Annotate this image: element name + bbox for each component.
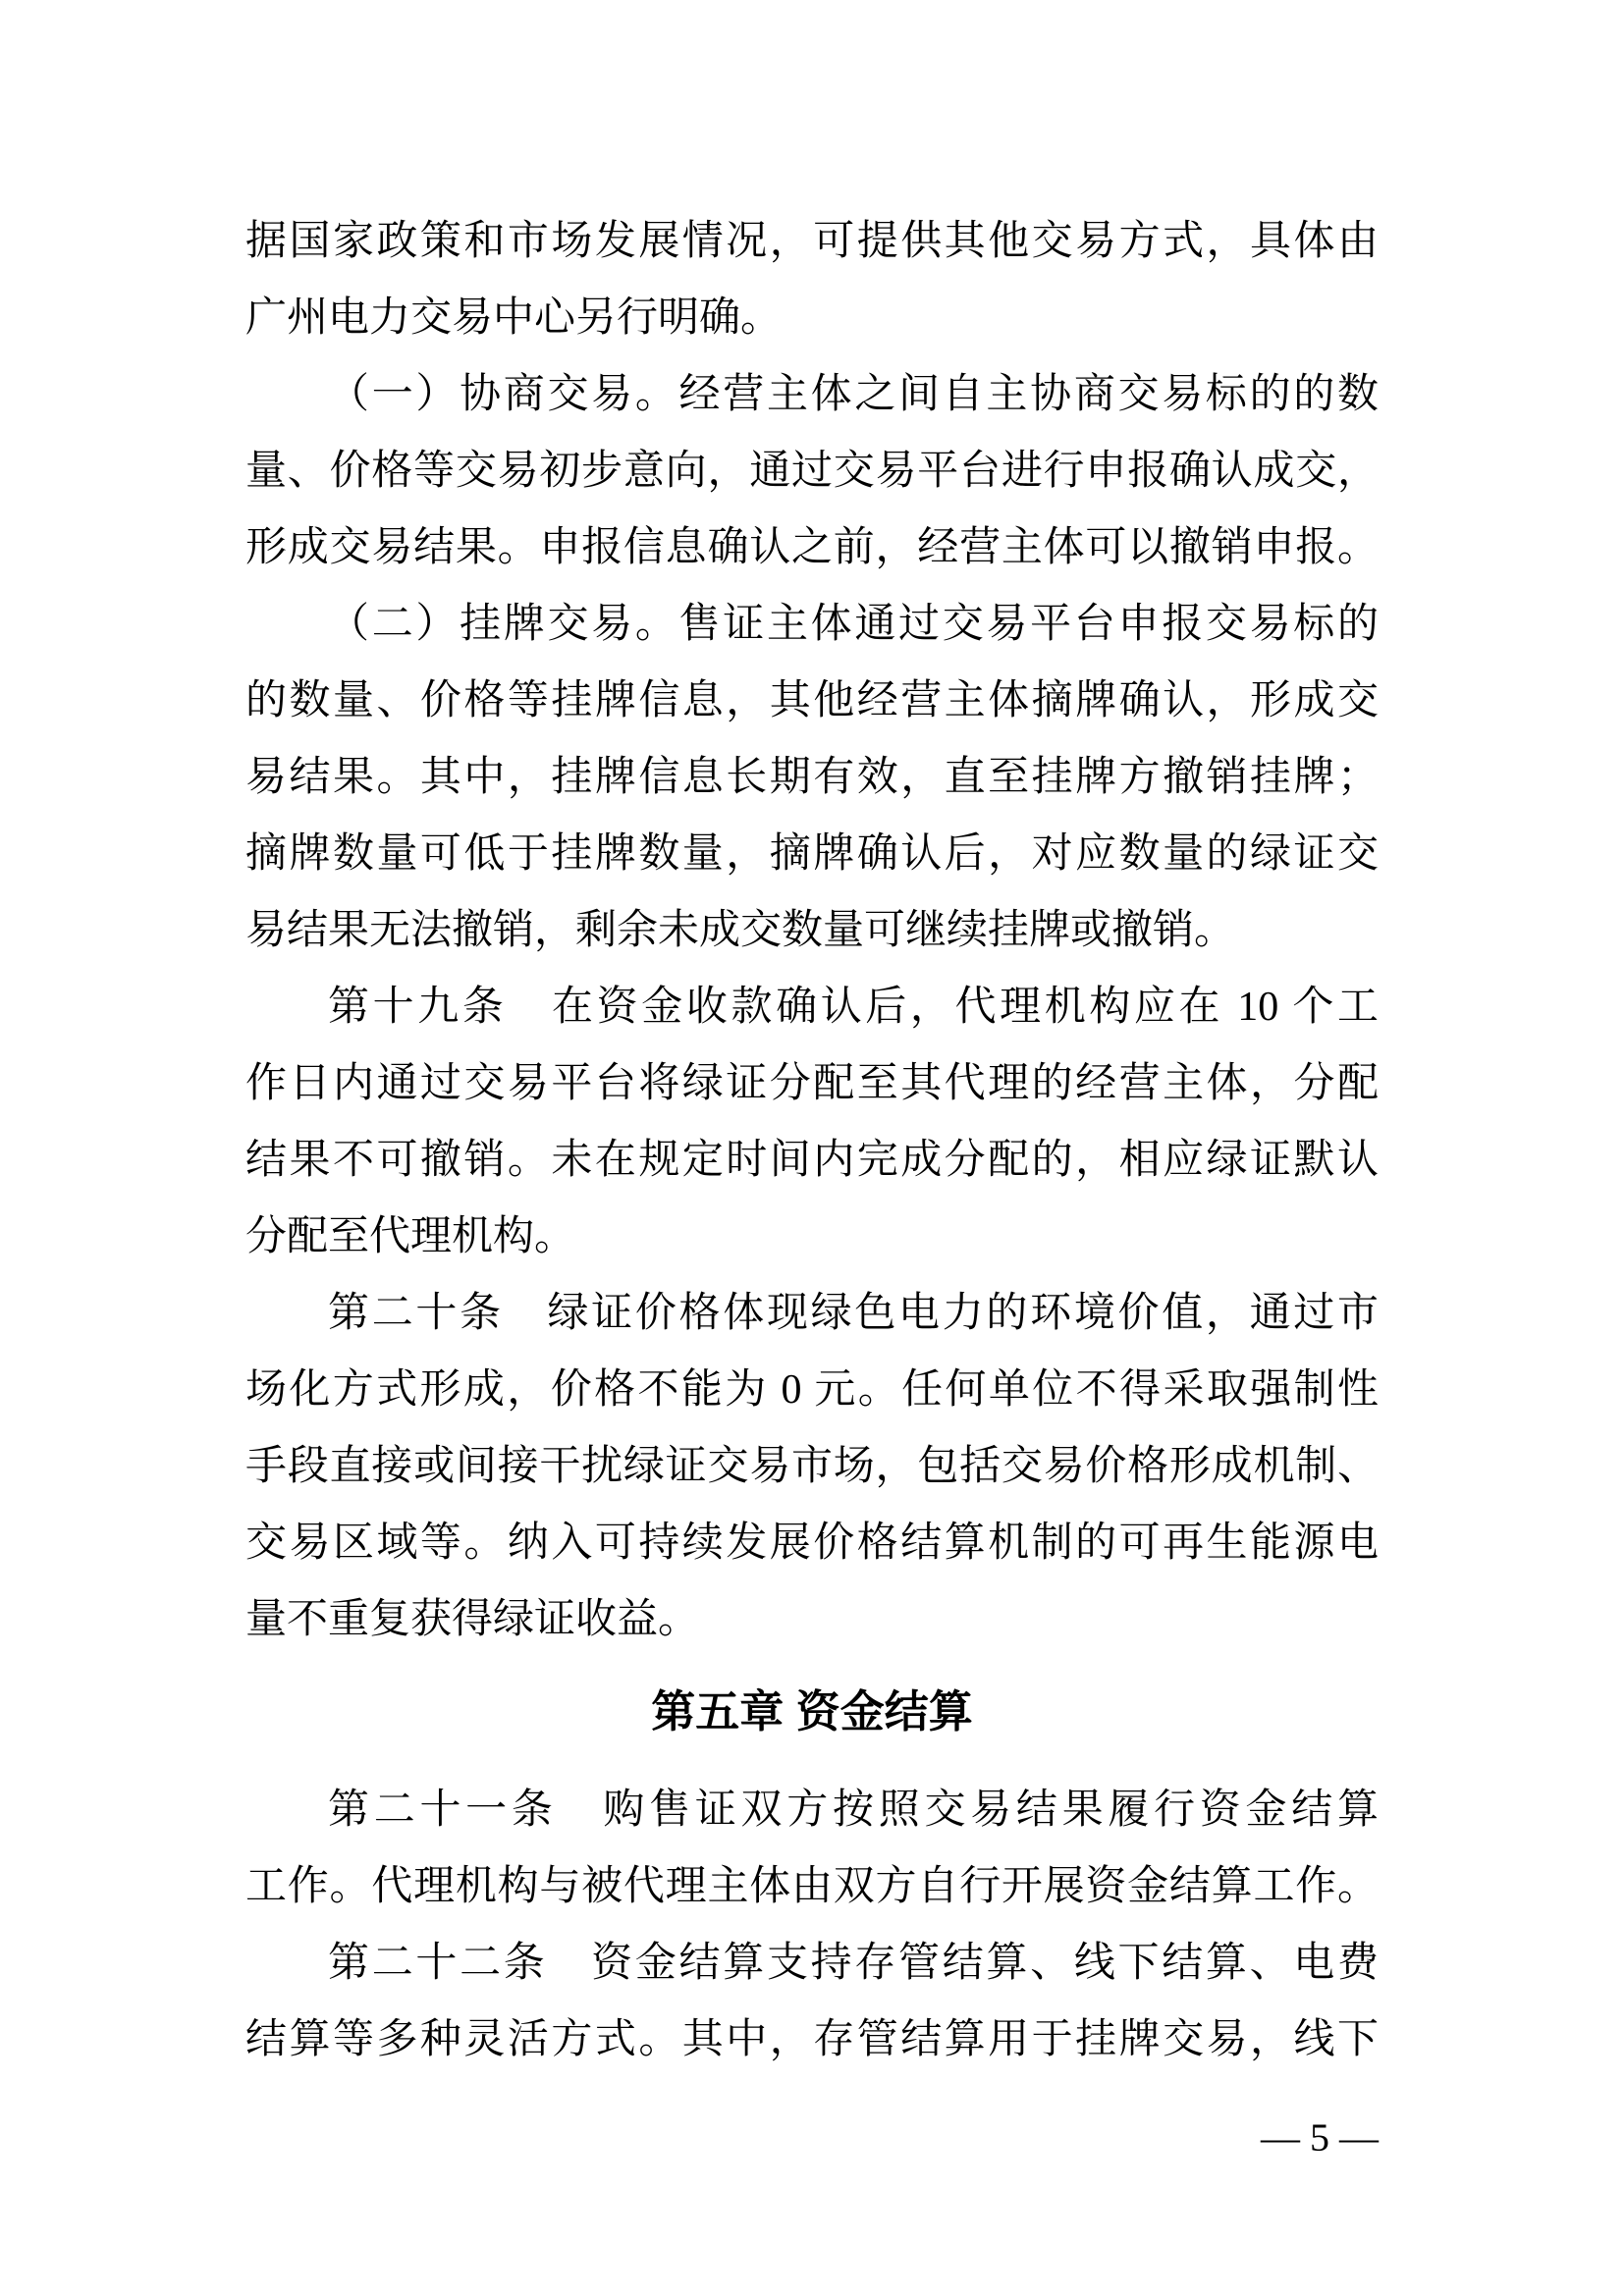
text-line: 结果不可撤销。未在规定时间内完成分配的，相应绿证默认 <box>245 1138 1379 1183</box>
text-line: 第二十条 绿证价格体现绿色电力的环境价值，通过市 <box>328 1291 1379 1336</box>
text-line: 摘牌数量可低于挂牌数量，摘牌确认后，对应数量的绿证交 <box>245 831 1379 877</box>
text-line: 分配至代理机构。 <box>245 1214 576 1259</box>
text-line: 的数量、价格等挂牌信息，其他经营主体摘牌确认，形成交 <box>245 678 1379 723</box>
text-line: 量、价格等交易初步意向，通过交易平台进行申报确认成交， <box>245 449 1379 494</box>
text-line: 广州电力交易中心另行明确。 <box>245 295 783 341</box>
text-line: 易结果无法撤销，剩余未成交数量可继续挂牌或撤销。 <box>245 908 1236 953</box>
text-line: 交易区域等。纳入可持续发展价格结算机制的可再生能源电 <box>245 1521 1379 1566</box>
document-body <box>245 203 1379 2078</box>
page-number: — 5 — <box>1261 2115 1379 2160</box>
text-line: 结算等多种灵活方式。其中，存管结算用于挂牌交易，线下 <box>245 2017 1379 2062</box>
text-line: 第十九条 在资金收款确认后，代理机构应在 10 个工 <box>328 985 1379 1030</box>
text-line: 作日内通过交易平台将绿证分配至其代理的经营主体，分配 <box>245 1061 1379 1106</box>
text-line: 场化方式形成，价格不能为 0 元。任何单位不得采取强制性 <box>245 1367 1379 1413</box>
text-line: 据国家政策和市场发展情况，可提供其他交易方式，具体由 <box>245 219 1379 264</box>
text-line: 第二十一条 购售证双方按照交易结果履行资金结算 <box>328 1788 1379 1833</box>
text-line: 手段直接或间接干扰绿证交易市场，包括交易价格形成机制、 <box>245 1444 1379 1489</box>
text-line: （一）协商交易。经营主体之间自主协商交易标的的数 <box>328 372 1379 417</box>
text-line: 形成交易结果。申报信息确认之前，经营主体可以撤销申报。 <box>245 525 1379 570</box>
text-line: 量不重复获得绿证收益。 <box>245 1597 700 1642</box>
chapter-heading: 第五章 资金结算 <box>651 1686 973 1736</box>
text-line: 工作。代理机构与被代理主体由双方自行开展资金结算工作。 <box>245 1864 1379 1909</box>
text-line: 易结果。其中，挂牌信息长期有效，直至挂牌方撤销挂牌； <box>245 755 1379 800</box>
text-line: （二）挂牌交易。售证主体通过交易平台申报交易标的 <box>328 602 1379 647</box>
text-line: 第二十二条 资金结算支持存管结算、线下结算、电费 <box>328 1941 1379 1986</box>
